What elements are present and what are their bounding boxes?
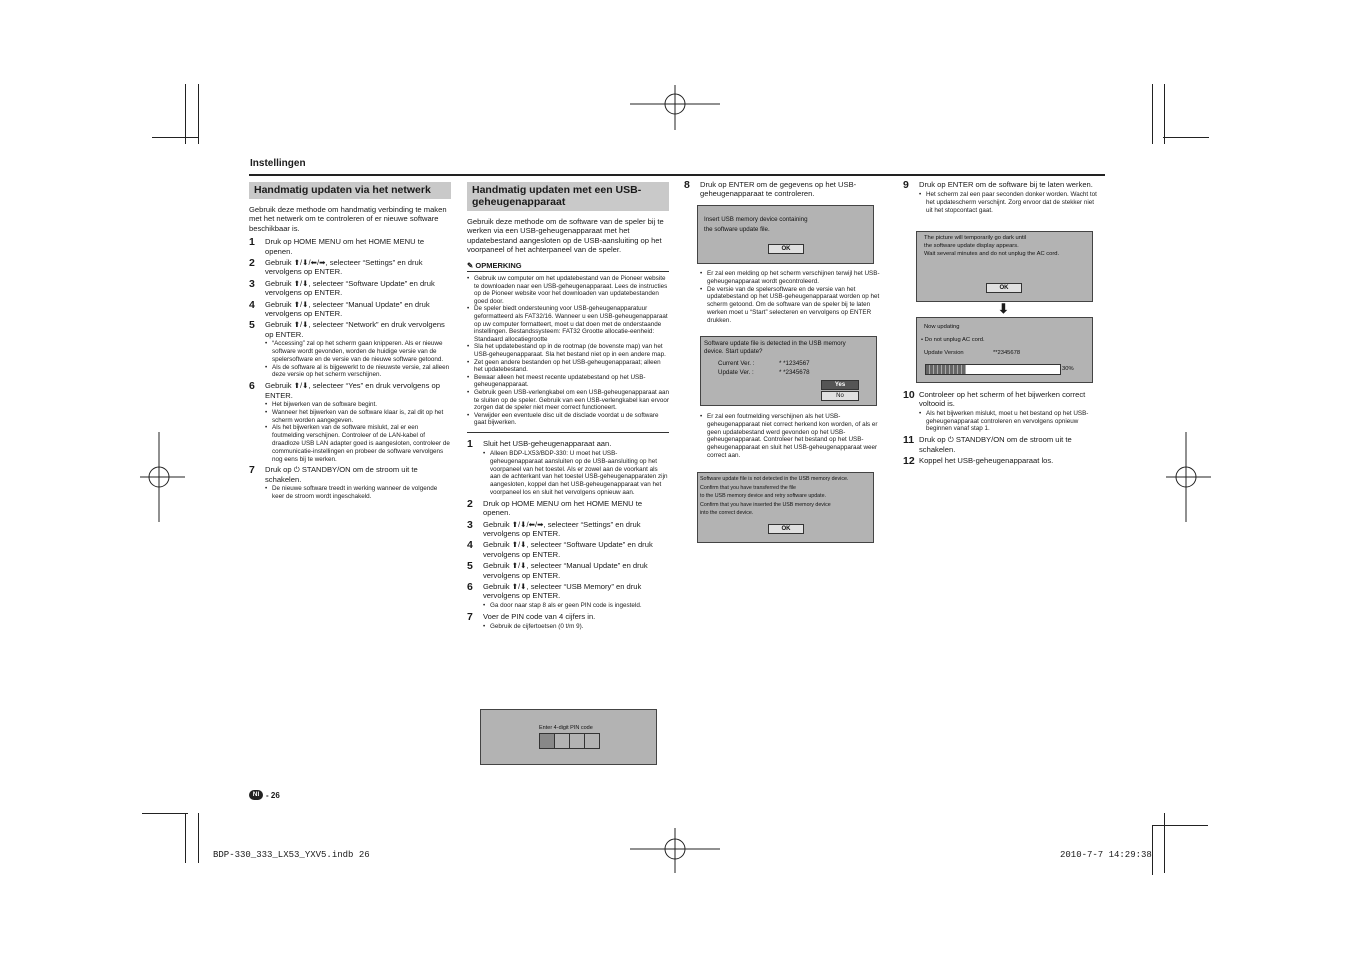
step-number: 4 [249, 298, 255, 311]
page-number-dash: - [266, 790, 271, 800]
step-item [249, 279, 451, 298]
bullet-item: • Het bijwerken van de software begint. [265, 401, 451, 409]
column-step9 [903, 178, 1099, 216]
update-version-label: Update Ver. : [718, 369, 754, 376]
step-number: 9 [903, 179, 909, 191]
screen-lines [700, 475, 848, 518]
step-text: Koppel het USB-geheugenapparaat los. [919, 456, 1054, 466]
step-text: Gebruik ⬆/⬇, selecteer “Software Update” en druk vervolgens op ENTER. [483, 540, 653, 559]
pin-label: Enter 4-digit PIN code [539, 725, 593, 731]
step-number: 1 [249, 236, 255, 249]
screen-line: into the correct device. [700, 510, 754, 516]
step-item [903, 390, 1099, 433]
step-item [467, 439, 669, 497]
screen-dark-notice [916, 231, 1093, 302]
step-number: 3 [249, 277, 255, 290]
step-text: Controleer op het scherm of het bijwerken correct voltooid is. [919, 390, 1086, 409]
ok-button[interactable]: OK [768, 244, 804, 254]
header-rule [249, 174, 1105, 176]
step-item [467, 499, 669, 518]
note-item: • Sla het updatebestand op in de rootmap (de bovenste map) van het USB-geheugenapparaat. Sla het bestand niet op in een andere map. [467, 343, 669, 358]
section-title: Handmatig updaten met een USB-geheugenapparaat [467, 182, 669, 211]
progress-label: 30% [1062, 366, 1074, 372]
step-number: 4 [467, 539, 473, 552]
update-version-value: **2345678 [993, 350, 1021, 356]
bullet-item: • Wanneer het bijwerken van de software klaar is, zal dit op het scherm worden aangegeven. [265, 409, 451, 425]
bullet-item: • Als het bijwerken mislukt, moet u het bestand op het USB-geheugenapparaat controleren en vervolgens opnieuw beginnen vanaf stap 1. [919, 410, 1099, 433]
footer-filename: BDP-330_333_LX53_YXV5.indb 26 [213, 850, 370, 860]
steps-list [249, 237, 451, 501]
step-number: 2 [467, 497, 473, 510]
bullet-item: • Gebruik de cijfertoetsen (0 t/m 9). [483, 623, 669, 631]
steps-list [467, 439, 669, 630]
step-item [249, 320, 451, 379]
current-version-label: Current Ver. : [718, 360, 755, 367]
registration-mark-top [630, 85, 720, 130]
note-heading: ✎ OPMERKING [467, 261, 669, 272]
step-number: 10 [903, 389, 915, 401]
bullet-list [483, 602, 669, 610]
note-item: • Verwijder een eventuele disc uit de disclade voordat u de software gaat bijwerken. [467, 412, 669, 427]
step-9 [903, 180, 1099, 214]
note-list [467, 275, 669, 427]
step-8 [684, 180, 876, 199]
yes-button[interactable]: Yes [821, 380, 859, 390]
step-text: Gebruik ⬆/⬇/⬅/➡, selecteer “Settings” en druk vervolgens op ENTER. [483, 519, 641, 538]
column-step8 [684, 178, 876, 199]
step-number: 6 [467, 580, 473, 593]
step-item [249, 258, 451, 277]
note-icon: ✎ [467, 260, 476, 270]
step-number: 7 [467, 610, 473, 623]
step-number: 5 [467, 560, 473, 573]
step-item [467, 612, 669, 631]
column-network-update [249, 182, 451, 503]
step-text: Sluit het USB-geheugenapparaat aan. [483, 438, 612, 448]
step-number: 1 [467, 437, 473, 450]
section-header: Instellingen [250, 158, 306, 169]
step-text: Druk op HOME MENU om het HOME MENU te openen. [483, 498, 643, 518]
step-number: 11 [903, 434, 915, 447]
note-item: • Bewaar alleen het meest recente updatebestand op het USB-geheugenapparaat. [467, 374, 669, 389]
bullet-list [265, 340, 451, 379]
registration-mark-right [1166, 432, 1211, 522]
pin-digit-box[interactable] [585, 733, 600, 749]
screen-line: device. Start update? [704, 348, 763, 355]
screen-line: the software update display appears. [924, 243, 1019, 249]
screen-line: • Do not unplug AC cord. [921, 337, 985, 343]
pin-digit-box[interactable] [539, 733, 555, 749]
step-number: 8 [684, 179, 690, 191]
bullet-list [483, 623, 669, 631]
bullet-list [919, 410, 1099, 433]
registration-mark-left [140, 432, 185, 522]
step-item [467, 520, 669, 539]
pin-digit-box[interactable] [555, 733, 570, 749]
bullet-list [919, 191, 1099, 214]
no-button[interactable]: No [821, 391, 859, 401]
update-not-detected-screen [697, 472, 874, 543]
step-text: Druk op ⏻ STANDBY/ON om de stroom uit te schakelen. [265, 465, 418, 484]
step-text: Druk op ⏻ STANDBY/ON om de stroom uit te schakelen. [919, 435, 1072, 454]
column-steps-10-12 [903, 388, 1099, 466]
step-item [467, 540, 669, 559]
screen-line: Insert USB memory device containing [704, 216, 808, 223]
screen-line: Software update file is not detected in the USB memory device. [700, 476, 849, 482]
now-updating-screen [916, 317, 1093, 383]
bullet-item: • Als de software al is bijgewerkt to de nieuwste versie, zal alleen deze versie op het scherm verschijnen. [265, 364, 451, 380]
step-item [249, 381, 451, 463]
step-text: Gebruik ⬆/⬇, selecteer “Yes” en druk vervolgens op ENTER. [265, 381, 440, 400]
bullet-item: • De versie van de spelersoftware en de versie van het updatebestand op het USB-geheugenapparaat worden op het scherm getoond. Om de software van de speler bij te laten werken moet u “Start” selecteren en vervolgens op ENTER drukken. [700, 286, 892, 325]
update-version-value: * *2345678 [779, 369, 810, 376]
step-number: 12 [903, 455, 915, 468]
step-text: Gebruik ⬆/⬇, selecteer “Manual Update” en druk vervolgens op ENTER. [265, 299, 430, 319]
current-version-value: * *1234567 [779, 360, 810, 367]
step-text: Gebruik ⬆/⬇, selecteer “Software Update” en druk vervolgens op ENTER. [265, 278, 435, 298]
note-item: • Zet geen andere bestanden op het USB-geheugenapparaat; alleen het updatebestand. [467, 359, 669, 374]
bullet-list [483, 450, 669, 497]
screen-line: Software update file is detected in the USB memory [704, 340, 846, 347]
step-number: 2 [249, 257, 255, 270]
step-text: Gebruik ⬆/⬇, selecteer “USB Memory” en druk vervolgens op ENTER. [483, 581, 642, 601]
note-item: • De speler biedt ondersteuning voor USB-geheugenapparatuur geformatteerd als FAT32/16. Wanneer u een USB-geheugenapparaat op uw computer formatteert, moet u dat doen met de onderstaande instellingen. Bestandssysteem: FAT32 Grootte allocatie-eenheid: Standaard allocatiegrootte [467, 305, 669, 343]
insert-usb-screen [697, 205, 874, 264]
step-text: Gebruik ⬆/⬇/⬅/➡, selecteer “Settings” en druk vervolgens op ENTER. [265, 258, 423, 277]
step-item [903, 180, 1099, 214]
bullet-list [700, 413, 892, 460]
step-text: Voer de PIN code van 4 cijfers in. [483, 611, 596, 621]
page-number-value: 26 [270, 790, 280, 800]
bullet-item: • De nieuwe software treedt in werking wanneer de volgende keer de stroom wordt ingeschakeld. [265, 485, 451, 501]
step-item [249, 300, 451, 319]
update-version-label: Update Version [924, 350, 964, 356]
step-item [249, 465, 451, 500]
screen-line: Confirm that you have inserted the USB memory device [700, 501, 831, 508]
step-text: Druk op ENTER om de gegevens op het USB-geheugenapparaat te controleren. [700, 180, 857, 199]
intro-text: Gebruik deze methode om handmatig verbinding te maken met het netwerk om te controleren of er nieuwe software beschikbaar is. [249, 205, 447, 233]
pin-digit-box[interactable] [570, 733, 585, 749]
pin-digits [539, 733, 600, 749]
step-text: Druk op HOME MENU om het HOME MENU te openen. [265, 237, 425, 256]
update-detected-screen [700, 336, 877, 406]
bullet-item: • Als het bijwerken van de software mislukt, zal er een foutmelding verschijnen. Controleer of de LAN-kabel of draadloze USB LAN adapter goed is aangesloten, controleer de communicatie-instellingen en probeer de software vervolgens nog eens bij te werken. [265, 424, 451, 463]
step-text: Druk op ENTER om de software bij te laten werken. [919, 180, 1093, 189]
screen-line: The picture will temporarily go dark until [924, 235, 1027, 241]
divider [467, 432, 669, 433]
step-text: Gebruik ⬆/⬇, selecteer “Network” en druk vervolgens op ENTER. [265, 320, 445, 339]
step-number: 3 [467, 518, 473, 531]
step-item [249, 237, 451, 256]
bullet-list [265, 401, 451, 463]
page-number [249, 790, 280, 800]
step-item [467, 561, 669, 580]
footer-timestamp: 2010-7-7 14:29:38 [1060, 850, 1152, 860]
column-usb-update [467, 182, 669, 632]
bullet-item: • Alleen BDP-LX53/BDP-330: U moet het USB-geheugenapparaat aansluiten op de USB-aansluiting op het voorpaneel van het toestel. Als er zowel aan de voorkant als aan de achterkant van het toestel USB-geheugenapparaten zijn aangesloten, koppel dan het USB-geheugenapparaat van het voorpaneel los en sluit het vervolgens opnieuw aan. [483, 450, 669, 497]
step-text: Gebruik ⬆/⬇, selecteer “Manual Update” en druk vervolgens op ENTER. [483, 561, 648, 580]
screen-line: Now updating [924, 324, 960, 330]
progress-bar [925, 364, 1061, 375]
bullet-list [700, 270, 892, 325]
step-item [903, 456, 1099, 466]
section-title: Handmatig updaten via het netwerk [249, 182, 451, 199]
bullet-list [265, 485, 451, 501]
screen-line: Confirm that you have transferred the file [700, 484, 796, 491]
note-item: • Gebruik uw computer om het updatebestand van de Pioneer website te downloaden naar een USB-geheugenapparaat. Lees de instructies op de Pioneer website voor het downloaden van updatebestanden goed door. [467, 275, 669, 305]
down-arrow-icon: ⬇ [998, 301, 1009, 316]
ok-button[interactable]: OK [768, 524, 804, 534]
bullet-item: • Er zal een melding op het scherm verschijnen terwijl het USB-geheugenapparaat wordt gecontroleerd. [700, 270, 892, 286]
step-number: 7 [249, 464, 255, 477]
registration-mark-bottom [630, 828, 720, 873]
screen-line: the software update file. [704, 226, 770, 233]
bullet-item: • “Accessing” zal op het scherm gaan knipperen. Als er nieuwe software wordt gevonden, worden de huidige versie van de spelersoftware en de versie van de nieuwe software getoond. [265, 340, 451, 363]
step-number: 5 [249, 319, 255, 332]
steps-list [903, 390, 1099, 466]
ok-button[interactable]: OK [986, 283, 1022, 293]
bullet-item: • Ga door naar stap 8 als er geen PIN code is ingesteld. [483, 602, 669, 610]
step-number: 6 [249, 380, 255, 393]
pin-entry-screen [480, 709, 657, 765]
bullet-item: • Er zal een foutmelding verschijnen als het USB-geheugenapparaat niet correct herkend kon worden, of als er geen updatebestand werd gevonden op het USB-geheugenapparaat. Controleer het bestand op het USB-geheugenapparaat en sluit het USB-geheugenapparaat weer correct aan. [700, 413, 892, 460]
step-item [903, 435, 1099, 454]
screen-line: to the USB memory device and retry software update. [700, 493, 827, 499]
screen-line: Wait several minutes and do not unplug the AC cord. [924, 251, 1060, 257]
screen-lines [924, 234, 1059, 258]
language-badge: Nl [249, 790, 263, 800]
note-item: • Gebruik geen USB-verlengkabel om een USB-geheugenapparaat aan te sluiten op de speler. Gebruik van een USB-verlengkabel kan ervoor zorgen dat de speler niet meer correct functioneert. [467, 389, 669, 412]
progress-fill [926, 365, 966, 374]
step-item [467, 582, 669, 610]
bullet-item: • Het scherm zal een paar seconden donker worden. Wacht tot het updatescherm verschijnt. Zorg ervoor dat de stekker niet uit het stopcontact gaat. [919, 191, 1099, 214]
intro-text: Gebruik deze methode om de software van de speler bij te werken via een USB-geheugenapparaat met het updatebestand aangesloten op de USB-aansluiting op het voorpaneel of het achterpaneel van de speler. [467, 217, 664, 255]
